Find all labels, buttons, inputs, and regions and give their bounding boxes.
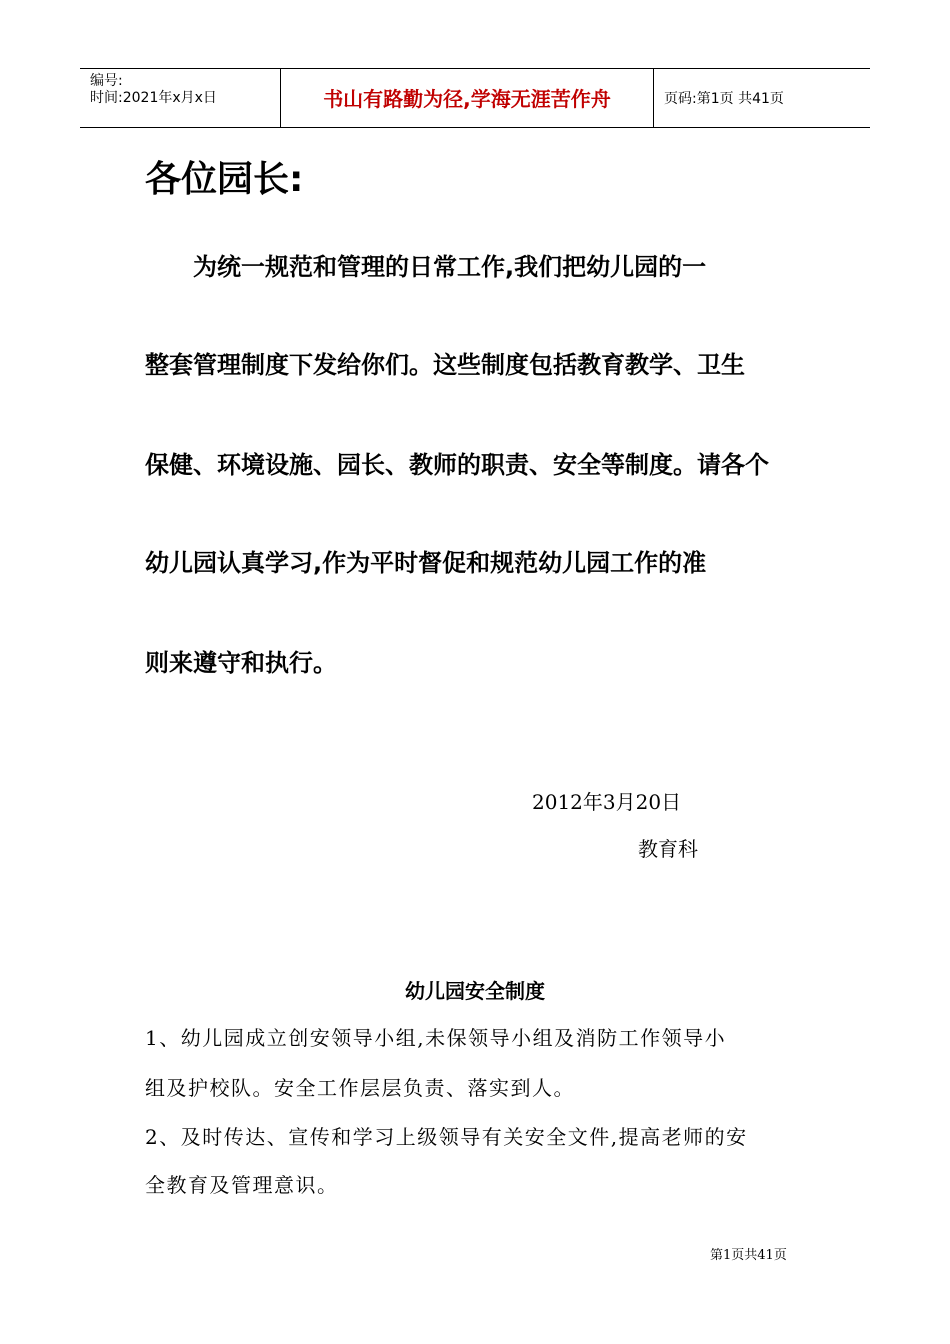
header-page-label: 页码:第1页 共41页 <box>664 91 784 107</box>
header-page-cell <box>654 69 870 127</box>
rule-line: 1、幼儿园成立创安领导小组,未保领导小组及消防工作领导小 <box>145 1026 727 1050</box>
number-label: 编号: <box>90 73 123 89</box>
letter-date: 2012年3月20日 <box>532 790 682 814</box>
salutation: 各位园长: <box>145 159 304 200</box>
rule-line: 组及护校队。安全工作层层负责、落实到人。 <box>145 1076 575 1100</box>
letter-line: 幼儿园认真学习,作为平时督促和规范幼儿园工作的准 <box>145 549 707 577</box>
letter-line: 保健、环境设施、园长、教师的职责、安全等制度。请各个 <box>145 451 769 479</box>
header-meta-cell <box>80 69 281 127</box>
motto: 书山有路勤为径,学海无涯苦作舟 <box>323 87 611 111</box>
page-header <box>80 68 870 128</box>
letter-line: 整套管理制度下发给你们。这些制度包括教育教学、卫生 <box>145 351 745 379</box>
header-motto-cell <box>281 69 654 127</box>
rule-line: 2、及时传达、宣传和学习上级领导有关安全文件,提高老师的安 <box>145 1125 748 1149</box>
rule-line: 全教育及管理意识。 <box>145 1173 339 1197</box>
footer-page-label: 第1页共41页 <box>710 1248 787 1263</box>
letter-signature: 教育科 <box>638 837 698 861</box>
section-title: 幼儿园安全制度 <box>405 979 545 1003</box>
letter-line: 为统一规范和管理的日常工作,我们把幼儿园的一 <box>193 253 707 281</box>
time-label: 时间:2021年x月x日 <box>90 90 217 106</box>
letter-line: 则来遵守和执行。 <box>145 649 337 677</box>
